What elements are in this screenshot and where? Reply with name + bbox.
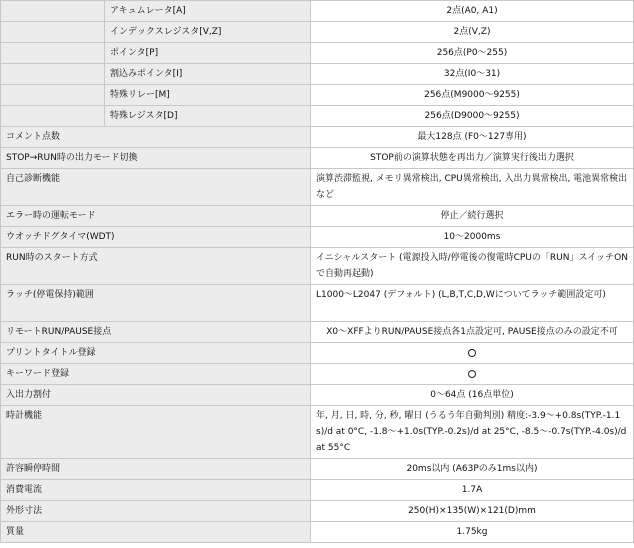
spec-row [1, 148, 634, 169]
spec-value: 年, 月, 日, 時, 分, 秒, 曜日 (うるう年自動判別) 精度:-3.9～+0.8s(TYP.-1.1s)/d at 0°C, -1.8～+1.0s(TYP.-0.2s)/d at 25°C, -8.5～-0.7s(TYP.-4.0s)/d at 55°C [311, 406, 634, 459]
spec-label: インデックスレジスタ[V,Z] [105, 22, 311, 43]
spec-label: 時計機能 [1, 406, 311, 459]
spec-value: 256点(P0～255) [311, 43, 634, 64]
spec-value: 32点(I0～31) [311, 64, 634, 85]
spec-value: 演算渋滞監視, メモリ異常検出, CPU異常検出, 入出力異常検出, 電池異常検出など [311, 169, 634, 206]
spec-row [1, 248, 634, 285]
group-spacer-cell [1, 106, 105, 127]
spec-table-body [1, 1, 634, 543]
spec-row [1, 480, 634, 501]
spec-row [1, 227, 634, 248]
spec-value: 1.75kg [311, 522, 634, 543]
spec-value: 最大128点 (F0～127専用) [311, 127, 634, 148]
spec-row [1, 285, 634, 322]
spec-label: 許容瞬停時間 [1, 459, 311, 480]
spec-value: X0～XFFよりRUN/PAUSE接点各1点設定可, PAUSE接点のみの設定不可 [311, 322, 634, 343]
spec-label: 入出力割付 [1, 385, 311, 406]
spec-value: 1.7A [311, 480, 634, 501]
spec-row [1, 385, 634, 406]
spec-row [1, 43, 634, 64]
spec-row [1, 169, 634, 206]
spec-row [1, 127, 634, 148]
spec-value [311, 364, 634, 385]
spec-label: 特殊レジスタ[D] [105, 106, 311, 127]
spec-label: STOP→RUN時の出力モード切換 [1, 148, 311, 169]
supported-circle-icon [468, 349, 476, 357]
group-spacer-cell [1, 85, 105, 106]
spec-value: 20ms以内 (A63Pのみ1ms以内) [311, 459, 634, 480]
group-spacer-cell [1, 22, 105, 43]
spec-label: プリントタイトル登録 [1, 343, 311, 364]
spec-value: 2点(A0, A1) [311, 1, 634, 22]
spec-value: 250(H)×135(W)×121(D)mm [311, 501, 634, 522]
group-spacer-cell [1, 43, 105, 64]
spec-row [1, 64, 634, 85]
spec-value: 停止／続行選択 [311, 206, 634, 227]
spec-label: コメント点数 [1, 127, 311, 148]
spec-row [1, 406, 634, 459]
spec-value: 256点(M9000～9255) [311, 85, 634, 106]
spec-label: 外形寸法 [1, 501, 311, 522]
spec-row [1, 22, 634, 43]
spec-value: 2点(V,Z) [311, 22, 634, 43]
spec-value [311, 343, 634, 364]
spec-row [1, 106, 634, 127]
group-spacer-cell [1, 64, 105, 85]
spec-value: 10～2000ms [311, 227, 634, 248]
spec-value: L1000～L2047 (デフォルト) (L,B,T,C,D,Wについてラッチ範囲設定可) [311, 285, 634, 322]
spec-label: エラー時の運転モード [1, 206, 311, 227]
spec-value: イニシャルスタート (電源投入時/停電後の復電時CPUの「RUN」スイッチONで自動再起動) [311, 248, 634, 285]
spec-label: 特殊リレー[M] [105, 85, 311, 106]
spec-value: 256点(D9000～9255) [311, 106, 634, 127]
spec-label: 割込みポインタ[I] [105, 64, 311, 85]
supported-circle-icon [468, 370, 476, 378]
group-spacer-cell [1, 1, 105, 22]
spec-row [1, 85, 634, 106]
spec-row [1, 206, 634, 227]
spec-label: ラッチ(停電保持)範囲 [1, 285, 311, 322]
spec-label: ポインタ[P] [105, 43, 311, 64]
spec-label: アキュムレータ[A] [105, 1, 311, 22]
spec-label: 消費電流 [1, 480, 311, 501]
spec-row [1, 322, 634, 343]
spec-row [1, 501, 634, 522]
spec-row [1, 343, 634, 364]
spec-label: ウオッチドグタイマ(WDT) [1, 227, 311, 248]
spec-label: キーワード登録 [1, 364, 311, 385]
spec-value: 0～64点 (16点単位) [311, 385, 634, 406]
spec-value: STOP前の演算状態を再出力／演算実行後出力選択 [311, 148, 634, 169]
spec-label: 質量 [1, 522, 311, 543]
spec-row [1, 459, 634, 480]
spec-row [1, 364, 634, 385]
spec-label: RUN時のスタート方式 [1, 248, 311, 285]
spec-label: リモートRUN/PAUSE接点 [1, 322, 311, 343]
spec-label: 自己診断機能 [1, 169, 311, 206]
spec-row [1, 1, 634, 22]
spec-row [1, 522, 634, 543]
